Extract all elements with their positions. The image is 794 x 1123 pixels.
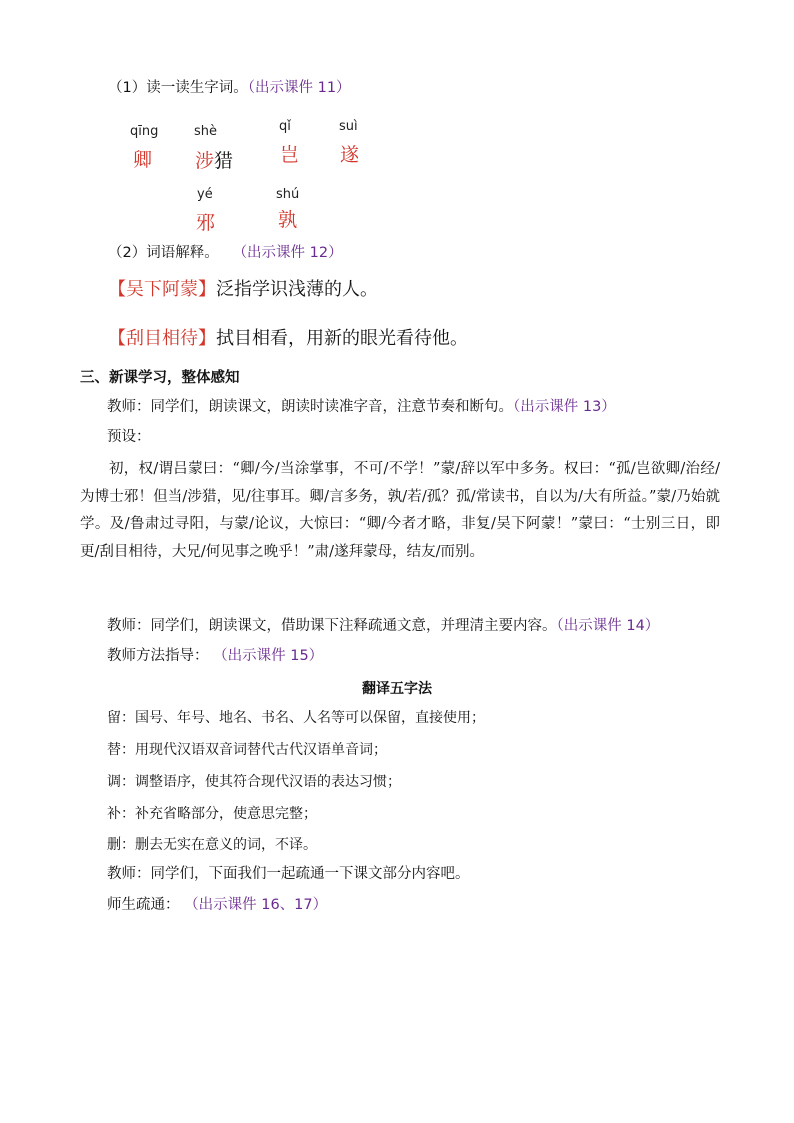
pinyin: shú bbox=[276, 187, 300, 202]
translation-rule: 补：补充省略部分，使意思完整； bbox=[107, 806, 317, 822]
term-definition bbox=[108, 278, 378, 302]
new-character: 邪 bbox=[196, 212, 216, 234]
term: 【吴下阿蒙】 bbox=[108, 279, 216, 300]
new-character: 孰 bbox=[278, 209, 298, 231]
explain-label: （2）词语解释。 bbox=[108, 245, 219, 261]
courseware-citation: （出示课件 12） bbox=[232, 245, 343, 261]
preset-label: 预设： bbox=[107, 429, 151, 445]
courseware-citation: （出示课件 13） bbox=[513, 399, 616, 415]
method-title: 翻译五字法 bbox=[362, 681, 432, 697]
courseware-citation: （出示课件 15） bbox=[213, 648, 324, 664]
definition: 拭目相看，用新的眼光看待他。 bbox=[216, 328, 468, 349]
read-words-label: （1）读一读生字词。 bbox=[108, 80, 248, 96]
definition: 泛指学识浅薄的人。 bbox=[216, 279, 378, 300]
pinyin: qǐ bbox=[279, 119, 291, 134]
discuss-label: 师生疏通： bbox=[107, 897, 180, 913]
pinyin: shè bbox=[194, 124, 218, 139]
courseware-citation: （出示课件 14） bbox=[556, 618, 660, 634]
courseware-citation: （出示课件 16、17） bbox=[184, 897, 328, 913]
teacher-instruction bbox=[107, 616, 659, 636]
courseware-citation: （出示课件 11） bbox=[247, 80, 351, 96]
section-title: 三、新课学习，整体感知 bbox=[80, 369, 240, 386]
translation-rule: 调：调整语序，使其符合现代汉语的表达习惯； bbox=[107, 774, 401, 790]
new-character: 遂 bbox=[340, 144, 360, 166]
term: 【刮目相待】 bbox=[108, 328, 216, 349]
explain-heading bbox=[108, 243, 343, 263]
new-character: 岂 bbox=[280, 144, 300, 166]
vocab-word bbox=[195, 146, 233, 173]
pinyin: qīng bbox=[130, 124, 159, 139]
method-label: 教师方法指导： bbox=[107, 648, 209, 664]
classical-text-passage: 初，权/谓吕蒙曰：“卿/今/当涂掌事，不可/不学！”蒙/辞以军中多务。权曰：“孤/岂欲卿/治经/为博士邪！但当/涉猎，见/往事耳。卿/言多务，孰/若/孤？孤/常读书，自以为/大有所益。”蒙/乃始就学。及/鲁肃过寻阳，与蒙/论议，大惊曰：“卿/今者才略，非复/吴下阿蒙！”蒙曰：“士别三日，即更/刮目相待，大兄/何见事之晚乎！”肃/遂拜蒙母，结友/而别。 bbox=[80, 461, 720, 560]
pinyin: yé bbox=[197, 187, 213, 202]
translation-rule: 替：用现代汉语双音词替代古代汉语单音词； bbox=[107, 742, 387, 758]
translation-rule: 留：国号、年号、地名、书名、人名等可以保留，直接使用； bbox=[107, 710, 485, 726]
new-character: 卿 bbox=[133, 149, 153, 171]
teacher-text: 教师：同学们，朗读课文，借助课下注释疏通文意，并理清主要内容。 bbox=[107, 618, 557, 634]
teacher-instruction: 教师：同学们，下面我们一起疏通一下课文部分内容吧。 bbox=[107, 866, 470, 882]
term-definition bbox=[108, 327, 468, 351]
read-words-heading bbox=[108, 78, 351, 98]
vocab-word-tail: 猎 bbox=[214, 150, 234, 172]
teacher-text: 教师：同学们，朗读课文，朗读时读准字音，注意节奏和断句。 bbox=[107, 399, 513, 415]
translation-rule: 删：删去无实在意义的词，不译。 bbox=[107, 837, 317, 853]
new-character: 涉 bbox=[195, 150, 215, 172]
discuss-heading bbox=[107, 895, 327, 915]
pinyin: suì bbox=[339, 119, 358, 134]
method-heading bbox=[107, 646, 323, 666]
teacher-instruction bbox=[107, 397, 616, 417]
